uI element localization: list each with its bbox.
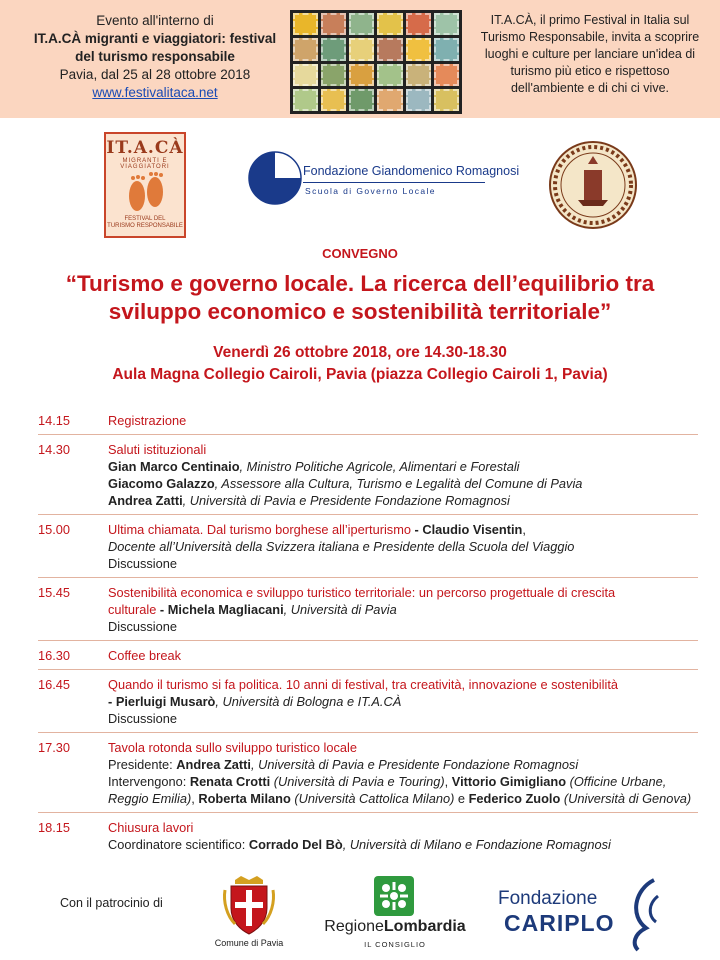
speaker-name: - Claudio Visentin <box>410 522 523 537</box>
program-item <box>38 412 698 429</box>
regione-name: Regione <box>324 918 384 935</box>
label: Intervengono: <box>108 774 190 789</box>
program-time: 14.15 <box>38 413 71 428</box>
program-title: Quando il turismo si fa politica. 10 anni di festival, tra creatività, innovazione e sostenibilità <box>108 677 619 692</box>
festival-info <box>30 12 280 102</box>
event-date: Venerdì 26 ottobre 2018, ore 14.30-18.30 <box>213 344 507 361</box>
desc-line: turismo più etico e rispettoso <box>510 64 670 78</box>
itaca-logo-title: IT.A.CÀ <box>106 138 184 158</box>
coat-of-arms-icon <box>221 872 277 936</box>
stamps-image <box>290 10 462 114</box>
program-title: Sostenibilità economica e sviluppo turistico territoriale: un percorso progettuale di crescita <box>108 585 616 600</box>
regione-sub: IL CONSIGLIO <box>364 940 426 949</box>
punct: e <box>454 791 469 806</box>
lombardia-rose-icon <box>374 876 414 916</box>
regione-name-bold: Lombardia <box>383 918 466 935</box>
punct: , <box>191 791 199 806</box>
program-item <box>38 521 698 572</box>
speaker-name: Giacomo Galazzo <box>108 476 215 491</box>
program-time: 15.00 <box>38 522 71 537</box>
label: Coordinatore scientifico: <box>108 837 249 852</box>
fondazione-name: Fondazione Giandomenico Romagnosi <box>303 164 520 178</box>
program-item <box>38 584 698 635</box>
festival-name-2: del turismo responsabile <box>75 49 235 64</box>
program-title: Tavola rotonda sullo sviluppo turistico locale <box>108 740 357 755</box>
patronage-label: Con il patrocinio di <box>60 896 163 910</box>
festival-link[interactable]: www.festivalitaca.net <box>92 85 218 100</box>
program-title: Ultima chiamata. Dal turismo borghese all’iperturismo <box>108 522 411 537</box>
program-time: 15.45 <box>38 585 71 600</box>
program-time: 16.30 <box>38 648 71 663</box>
program-title-2: culturale <box>108 602 157 617</box>
program-title: Saluti istituzionali <box>108 442 207 457</box>
speaker-role: , Ministro Politiche Agricole, Alimentari e Forestali <box>239 459 520 474</box>
program <box>38 412 698 853</box>
cariplo-line2: CARIPLO <box>504 910 615 936</box>
program-item <box>38 441 698 509</box>
speaker-name: Renata Crotti <box>189 774 271 789</box>
speaker-role: , Università di Pavia e Presidente Fondazione Romagnosi <box>182 493 510 508</box>
speaker-role: , Università di Milano e Fondazione Romagnosi <box>342 837 611 852</box>
discussion: Discussione <box>108 556 177 571</box>
speaker-role: (Officine Urbane, Reggio Emilia) <box>108 774 667 806</box>
punct: , <box>522 522 526 537</box>
speaker-role: (Università di Pavia e Touring) <box>270 774 445 789</box>
cariplo-swirl-icon <box>624 876 664 952</box>
speaker-name: Gian Marco Centinaio <box>108 459 240 474</box>
program-title: Chiusura lavori <box>108 820 194 835</box>
speaker-name: - Pierluigi Musarò <box>108 694 216 709</box>
festival-dates: Pavia, dal 25 al 28 ottobre 2018 <box>59 67 251 82</box>
program-item <box>38 819 698 853</box>
comune-caption: Comune di Pavia <box>214 938 284 948</box>
itaca-logo-foot: FESTIVAL DEL <box>124 216 166 222</box>
globe-icon <box>247 150 303 206</box>
speaker-role: (Università di Genova) <box>560 791 692 806</box>
program-item <box>38 739 698 807</box>
cariplo-line1: Fondazione <box>498 888 598 909</box>
program-time: 14.30 <box>38 442 71 457</box>
event-when-where <box>0 342 720 386</box>
speaker-role: , Università di Pavia e Presidente Fondazione Romagnosi <box>250 757 579 772</box>
desc-line: Turismo Responsabile, invita a scoprire <box>480 30 700 44</box>
footprints-icon <box>115 172 175 216</box>
speaker-name: Federico Zuolo <box>468 791 561 806</box>
festival-description <box>470 12 710 97</box>
program-time: 16.45 <box>38 677 71 692</box>
punct: , <box>444 774 452 789</box>
festival-line: Evento all'interno di <box>96 13 214 28</box>
speaker-role: , Università di Bologna e IT.A.CÀ <box>215 694 402 709</box>
itaca-logo-sub: MIGRANTI E VIAGGIATORI <box>120 158 170 170</box>
speaker-role: , Università di Pavia <box>283 602 397 617</box>
event-kind: CONVEGNO <box>322 246 398 261</box>
event-place: Aula Magna Collegio Cairoli, Pavia (piazza Collegio Cairoli 1, Pavia) <box>112 366 608 383</box>
speaker-name: Vittorio Gimigliano <box>451 774 567 789</box>
speaker-role: (Università Cattolica Milano) <box>290 791 455 806</box>
speaker-role: Docente all’Università della Svizzera italiana e Presidente della Scuola del Viaggio <box>108 539 575 554</box>
fondazione-sub: Scuola di Governo Locale <box>305 186 436 196</box>
festival-name: IT.A.CÀ migranti e viaggiatori: festival <box>33 31 277 46</box>
discussion: Discussione <box>108 711 177 726</box>
comune-pavia-logo <box>214 872 284 956</box>
itaca-logo-foot-2: TURISMO RESPONSABILE <box>107 223 183 229</box>
program-time: 17.30 <box>38 740 71 755</box>
event-title-line: “Turismo e governo locale. La ricerca dell’equilibrio tra <box>65 271 655 296</box>
program-item <box>38 676 698 727</box>
discussion: Discussione <box>108 619 177 634</box>
itaca-logo <box>104 132 186 238</box>
event-title <box>20 270 700 326</box>
desc-line: dell'ambiente e di chi ci vive. <box>510 81 670 95</box>
speaker-role: , Assessore alla Cultura, Turismo e Legalità del Comune di Pavia <box>214 476 583 491</box>
fondazione-cariplo-logo <box>496 874 696 954</box>
speaker-name: Andrea Zatti <box>176 757 251 772</box>
speaker-name: Roberta Milano <box>198 791 291 806</box>
regione-lombardia-logo <box>310 874 480 958</box>
program-time: 18.15 <box>38 820 71 835</box>
collegio-seal-icon <box>548 140 638 230</box>
label: Presidente: <box>108 757 177 772</box>
speaker-name: Corrado Del Bò <box>248 837 343 852</box>
desc-line: IT.A.CÀ, il primo Festival in Italia sul <box>490 13 690 27</box>
fondazione-romagnosi-logo <box>245 146 520 218</box>
program-item <box>38 647 698 664</box>
speaker-name: - Michela Magliacani <box>156 602 284 617</box>
desc-line: luoghi e culture per lanciare un'idea di <box>484 47 696 61</box>
speaker-name: Andrea Zatti <box>108 493 183 508</box>
event-title-line-2: sviluppo economico e sostenibilità territoriale” <box>108 299 612 324</box>
program-title: Registrazione <box>108 413 187 428</box>
program-title: Coffee break <box>108 648 182 663</box>
